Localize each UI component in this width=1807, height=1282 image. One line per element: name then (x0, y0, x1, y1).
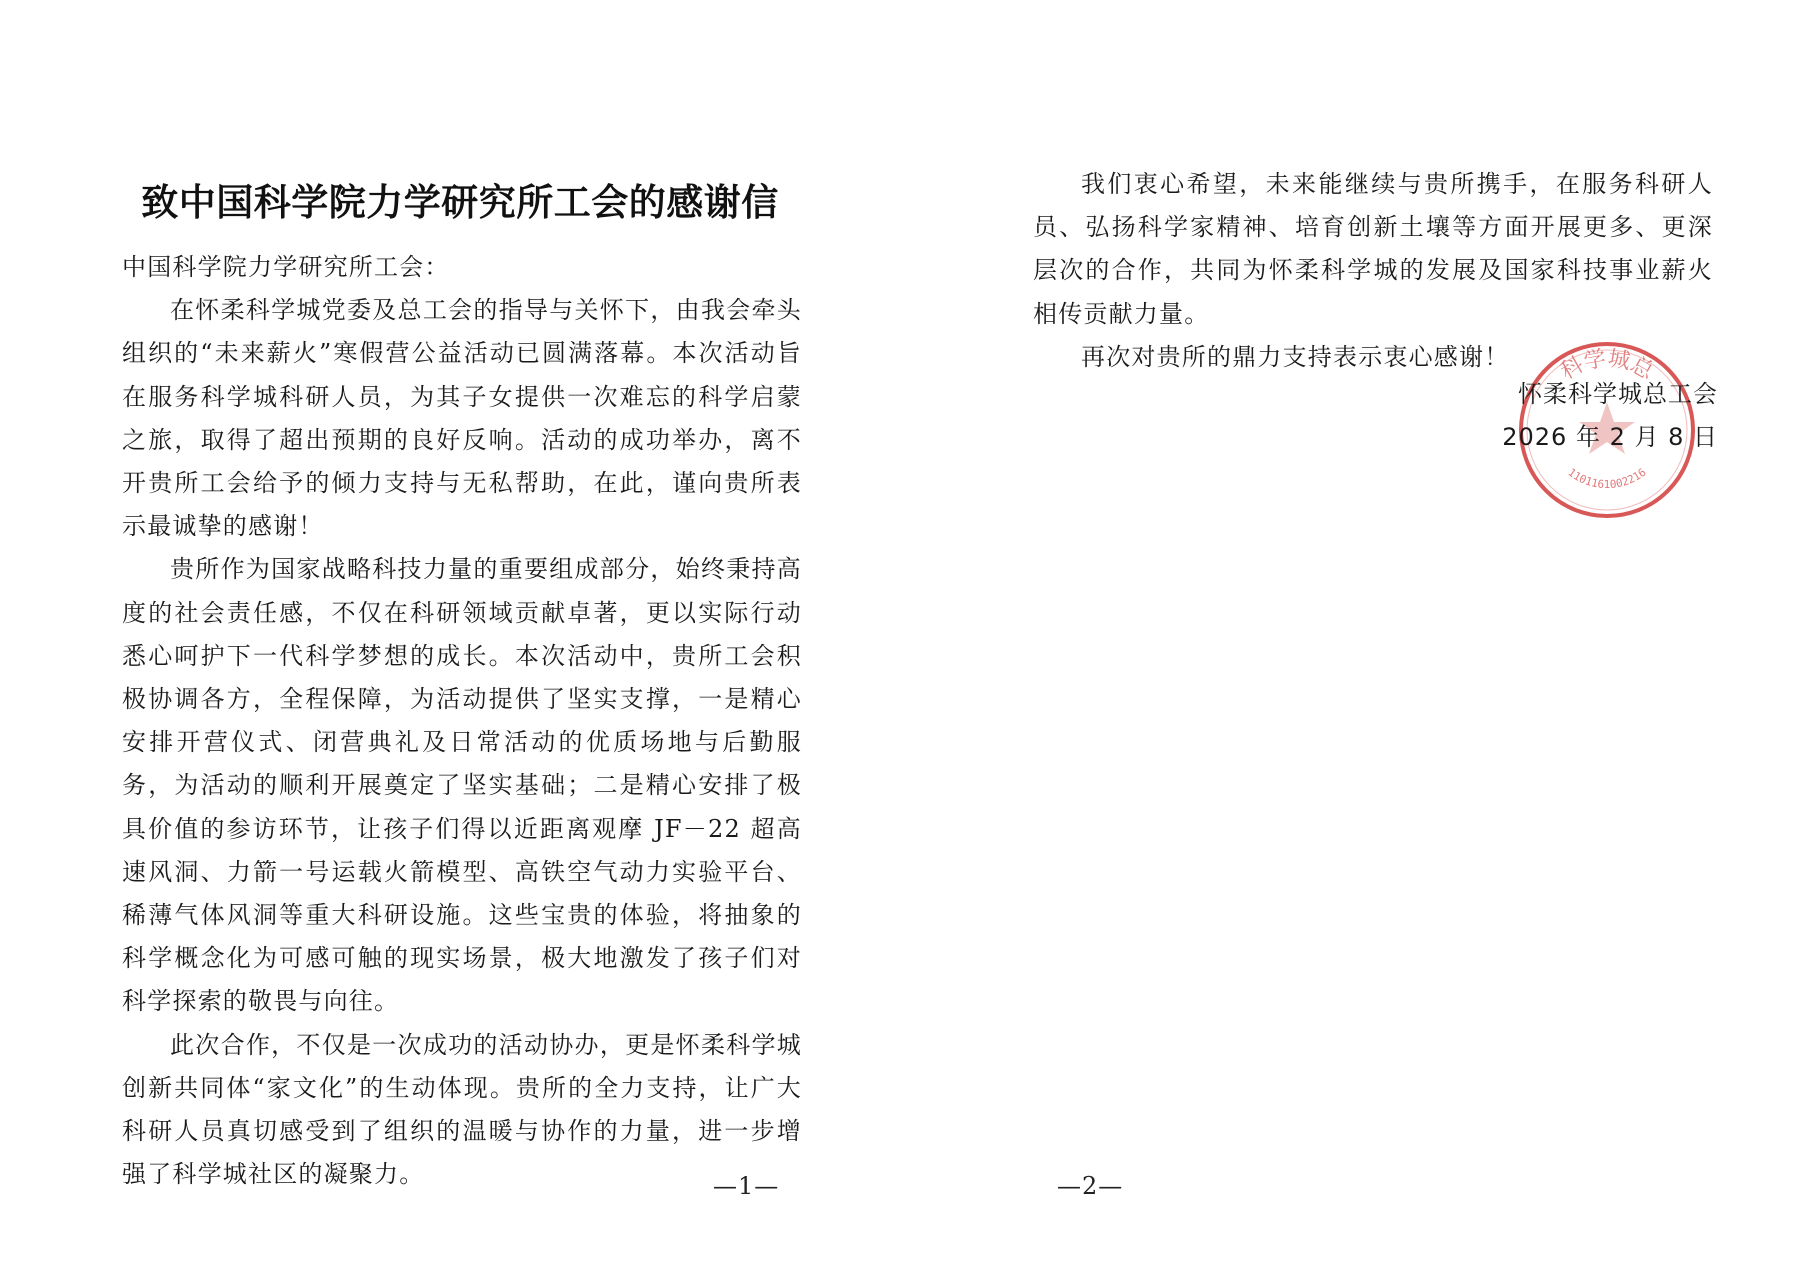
signature-date: 2026 年 2 月 8 日 (1502, 423, 1718, 451)
signature-organization: 怀柔科学城总工会 (1518, 380, 1718, 408)
seal-top-text: 科学城总 (1556, 346, 1658, 385)
paragraph-2: 贵所作为国家战略科技力量的重要组成部分，始终秉持高度的社会责任感，不仅在科研领域贡献卓著，更以实际行动悉心呵护下一代科学梦想的成长。本次活动中，贵所工会积极协调各方，全程保障，为活动提供了坚实支撑，一是精心安排开营仪式、闭营典礼及日常活动的优质场地与后勤服务，为活动的顺利开展奠定了坚实基础；二是精心安排了极具价值的参访环节，让孩子们得以近距离观摩 JF－22 超高速风洞、力箭一号运载火箭模型、高铁空气动力实验平台、稀薄气体风洞等重大科研设施。这些宝贵的体验，将抽象的科学概念化为可感可触的现实场景，极大地激发了孩子们对科学探索的敬畏与向往。 (122, 555, 802, 1016)
page-number-1: —1— (713, 1172, 780, 1200)
salutation: 中国科学院力学研究所工会： (122, 253, 450, 281)
paragraph-5: 再次对贵所的鼎力支持表示衷心感谢！ (1081, 342, 1510, 371)
paragraph-4: 我们衷心希望，未来能继续与贵所携手，在服务科研人员、弘扬科学家精神、培育创新土壤等方面开展更多、更深层次的合作，共同为怀柔科学城的发展及国家科技事业薪火相传贡献力量。 (1033, 170, 1713, 328)
letter-page-1 (0, 0, 903, 1282)
letter-body-page-1 (122, 246, 802, 1196)
paragraph-3: 此次合作，不仅是一次成功的活动协办，更是怀柔科学城创新共同体“家文化”的生动体现。贵所的全力支持，让广大科研人员真切感受到了组织的温暖与协作的力量，进一步增强了科学城社区的凝聚力。 (122, 1030, 802, 1189)
letter-title: 致中国科学院力学研究所工会的感谢信 (141, 180, 779, 224)
letter-page-2 (903, 0, 1807, 1282)
svg-text:1101161002216 (1565, 466, 1648, 491)
letter-body-page-2 (1033, 163, 1713, 379)
paragraph-1: 在怀柔科学城党委及总工会的指导与关怀下，由我会牵头组织的“未来薪火”寒假营公益活动已圆满落幕。本次活动旨在服务科学城科研人员，为其子女提供一次难忘的科学启蒙之旅，取得了超出预期的良好反响。活动的成功举办，离不开贵所工会给予的倾力支持与无私帮助，在此，谨向贵所表示最诚挚的感谢！ (122, 296, 802, 541)
page-number-2: —2— (1057, 1172, 1124, 1200)
signature-block (1458, 373, 1718, 459)
seal-number-text: 1101161002216 (1565, 465, 1649, 492)
